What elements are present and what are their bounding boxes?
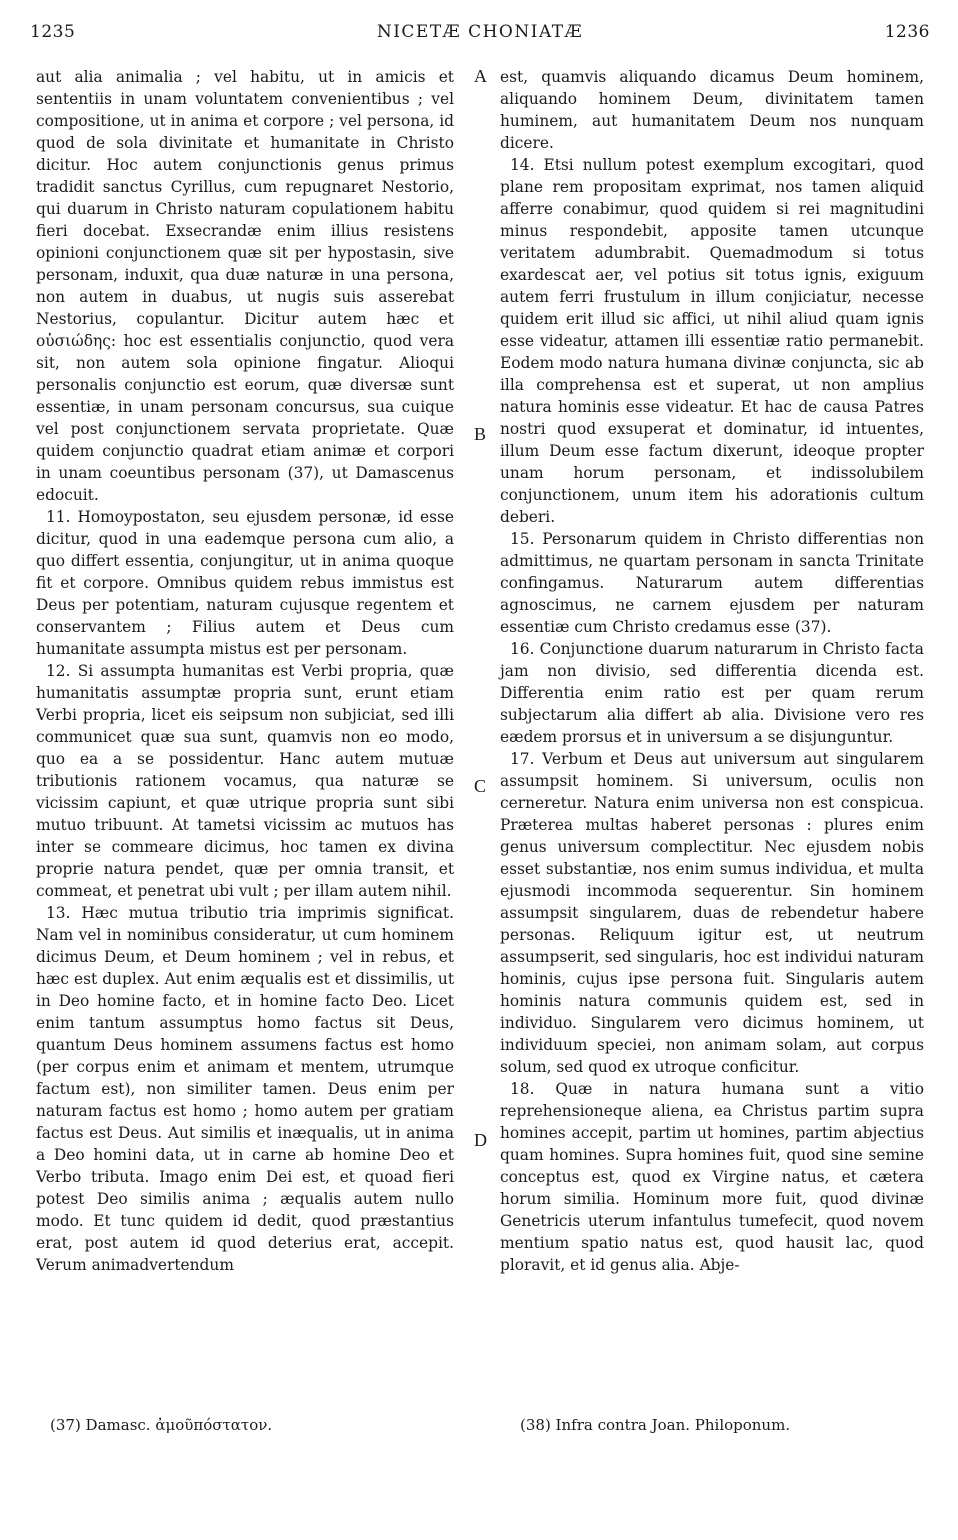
footnote-37: (37) Damasc. ἀμοῦπόστατον. [50, 1416, 273, 1434]
right-paragraph-6: 18. Quæ in natura humana sunt a vitio reprehensioneque aliena, ea Christus partim supra homines accepit, partim ut homines, partim abjectius quam homines. Supra homines fuit, quod sine semine conceptus est, quod ex Virgine natus, et cætera horum similia. Hominum more fuit, quod divinæ Genetricis uterum infantulus tumefecit, quod novem mentium spatio natus est, quod hausit lac, quod ploravit, et id genus alia. Abje- [500, 1080, 924, 1274]
right-paragraph-2: 14. Etsi nullum potest exemplum excogitari, quod plane rem propositam exprimat, nos tamen aliquid afferre conabimur, quod quidem si rei magnitudini minus respondebit, apposite tamen utcunque veritatem adumbrabit. Quemadmodum si totus exardescat aer, vel potius sit totus ignis, exiguum autem ferri frustulum in illum conjiciatur, necesse quidem erit illud sic affici, ut nihil aliud quam ignis esse videatur, attamen illi essentiæ ratio permanebit. Eodem modo natura humana divinæ conjuncta, sic ab illa comprehensa est et superat, ut non amplius natura hominis esse videatur. Et hac de causa Patres nostri quod exsuperat et dominatur, id intuentes, illum Deum esse factum dixerunt, ideoque propter unam horum personam, et indissolubilem conjunctionem, unum item his adorationis cultum deberi. [500, 156, 924, 526]
footnotes [50, 1416, 918, 1434]
left-paragraph-2: 11. Homoypostaton, seu ejusdem personæ, id esse dicitur, quod in una eademque persona cum alio, a quo differt essentia, conjungitur, ut in anima quoque fit et corpore. Omnibus quidem rebus immistus est Deus per potentiam, naturam cujusque regentem et conservantem ; Filius autem et Deus cum humanitate assumpta mistus est per personam. [36, 508, 454, 658]
right-paragraph-4: 16. Conjunctione duarum naturarum in Christo facta jam non divisio, sed differentia dicenda est. Differentia enim ratio est per quam rerum subjectarum alia differt ab alia. Divisione vero res eædem prorsus et in universum a se disjunguntur. [500, 640, 924, 746]
page-header [30, 22, 930, 52]
right-paragraph-1: est, quamvis aliquando dicamus Deum hominem, aliquando hominem Deum, divinitatem tamen huminem, aut humanitatem Deum nos nunquam dicere. [500, 68, 924, 152]
running-title: NICETÆ CHONIATÆ [376, 22, 584, 42]
page-number-right: 1236 [884, 22, 930, 42]
page-number-left: 1235 [30, 22, 76, 42]
right-paragraph-3: 15. Personarum quidem in Christo differentias non admittimus, ne quartam personam in sancta Trinitate confingamus. Naturarum autem differentias agnoscimus, ne carnem ejusdem per naturam essentiæ cum Christo credamus esse (37). [500, 530, 924, 636]
left-paragraph-3: 12. Si assumpta humanitas est Verbi propria, quæ humanitatis assumptæ propria sunt, erunt etiam Verbi propria, licet eis seipsum non subjiciat, sed illi communicet quæ sua sunt, quamvis non eo modo, quo ea a se possidentur. Hanc autem mutuæ tributionis rationem vocamus, qua naturæ se vicissim capiunt, et quæ utrique propria sunt sibi mutuo tribuunt. At tametsi vicissim ac mutuos has inter se commeare dicimus, hoc tamen ex divina proprie natura pendet, quæ per omnia transit, et commeat, et penetrat ubi vult ; per illam autem nihil. [36, 662, 454, 900]
margin-marker-a: A [474, 66, 487, 86]
left-paragraph-4: 13. Hæc mutua tributio tria imprimis significat. Nam vel in nominibus consideratur, ut cum hominem dicimus Deum, et Deum hominem ; vel in rebus, et hæc est duplex. Aut enim æqualis est et dissimilis, ut in Deo homine facto, et in homine facto Deo. Licet enim tantum assumptus homo factus sit Deus, quantum Deus hominem assumens factus est homo (per corpus enim et animam et mentem, utrumque factum est), non similiter tamen. Deus enim per naturam factus est homo ; homo autem per gratiam factus est Deus. Aut similis et inæqualis, ut in anima a Deo homini data, ut in carne ab homine Deo et Verbo tributa. Imago enim Dei est, et quoad fieri potest Deo similis anima ; æqualis autem nullo modo. Et tunc quidem id dedit, quod præstantius erat, post autem id quod deterius erat, accepit. Verum animadvertendum [36, 904, 454, 1274]
margin-marker-b: B [474, 424, 487, 444]
margin-marker-c: C [474, 776, 487, 796]
right-column [500, 66, 924, 1276]
footnote-38: (38) Infra contra Joan. Philoponum. [520, 1416, 791, 1434]
left-column [36, 66, 454, 1276]
margin-marker-d: D [474, 1130, 487, 1150]
left-paragraph-1: aut alia animalia ; vel habitu, ut in amicis et sententiis in unam voluntatem convenientibus ; vel compositione, ut in anima et corpore ; vel persona, id quod de sola divinitate et humanitate in Christo dicitur. Hoc autem conjunctionis genus primus tradidit sanctus Cyrillus, cum repugnaret Nestorio, qui duarum in Christo naturam copulationem habitu fieri docebat. Exsecrandæ enim illius resistens opinioni conjunctionem quæ sit per hypostasin, sive personam, induxit, qua duæ naturæ in una persona, non autem in duabus, ut nugis suis asserebat Nestorius, copulantur. Dicitur autem hæc et οὐσιώδης: hoc est essentialis conjunctio, quod vera sit, non autem sola opinione fingatur. Alioqui personalis conjunctio est eorum, quæ diversæ sunt essentiæ, in unam personam concursus, sua cuique vel post conjunctionem servata proprietate. Quæ quidem conjunctio quadrat etiam animæ et corpori in unam coeuntibus personam (37), ut Damascenus edocuit. [36, 68, 454, 504]
right-paragraph-5: 17. Verbum et Deus aut universum aut singularem assumpsit hominem. Si universum, oculis non cerneretur. Natura enim universa non est conspicua. Præterea multas haberet personas : plures enim genus universum complectitur. Nec ejusdem nobis esset substantiæ, nos enim sumus individua, et multa ejusmodi incommoda sequerentur. Sin hominem assumpsit singularem, duas de rebendetur habere personas. Reliquum igitur est, ut neutrum assumpserit, sed singularis, hoc est individui naturam hominis, cujus ipse persona fuit. Singularis autem hominis natura communis quidem est, sed in individuo. Singularem vero dicimus hominem, ut individuum speciei, non animam solam, aut corpus solum, sed quod ex utroque conficitur. [500, 750, 924, 1076]
